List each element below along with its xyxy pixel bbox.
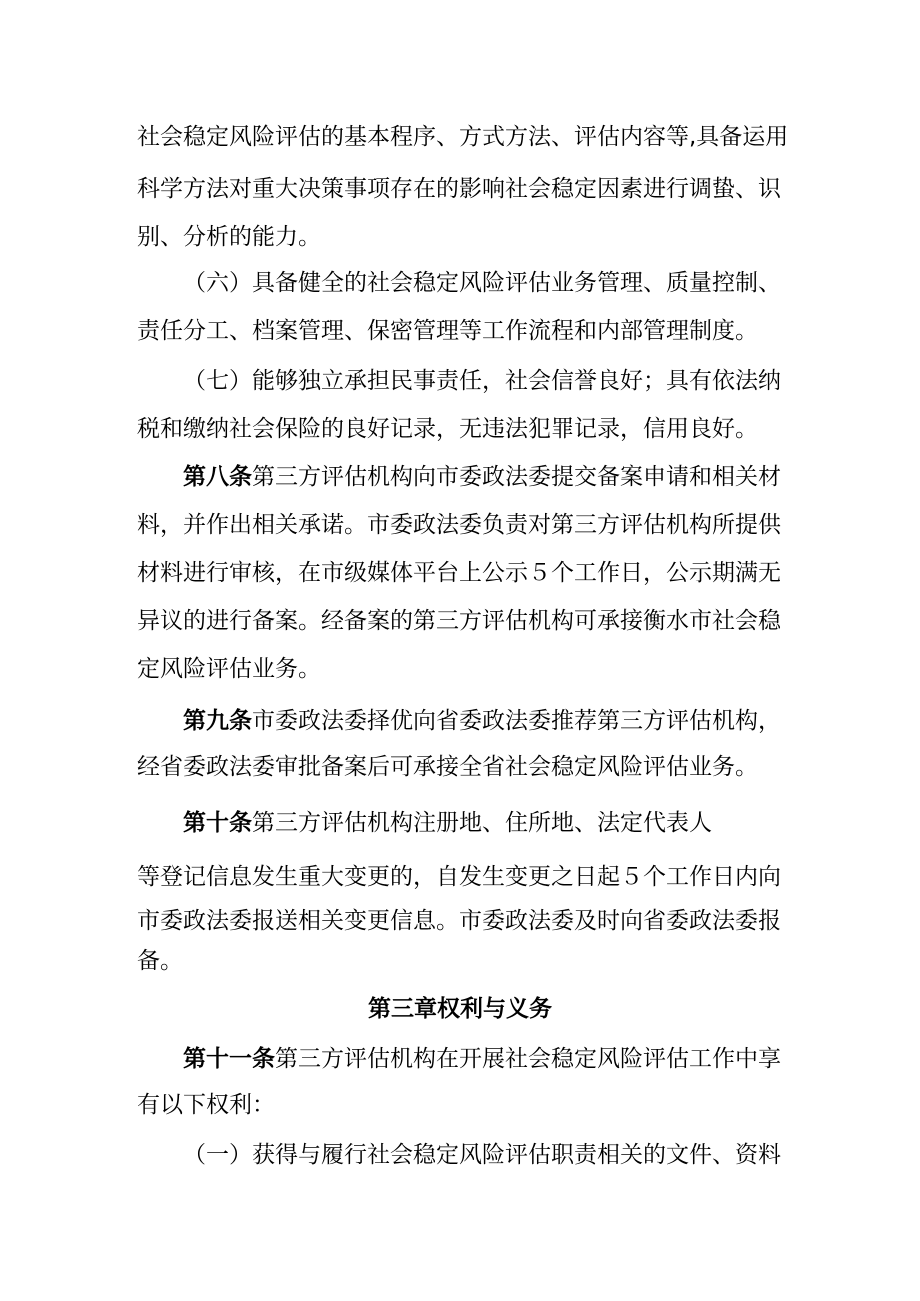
text-line: 料，并作出相关承诺。市委政法委负责对第三方评估机构所提供 xyxy=(137,512,781,538)
chapter-title: 第三章权利与义务 xyxy=(368,996,552,1022)
text-line: 有以下权利： xyxy=(137,1092,275,1118)
text-line: 等登记信息发生重大变更的，自发生变更之日起５个工作日内向 xyxy=(137,864,781,890)
text-line: 别、分析的能力。 xyxy=(137,224,321,250)
article-text: 第三方评估机构在开展社会稳定风险评估工作中享 xyxy=(275,1046,781,1072)
text-line: 责任分工、档案管理、保密管理等工作流程和内部管理制度。 xyxy=(137,318,758,344)
text-line: 科学方法对重大决策事项存在的影响社会稳定因素进行调蛰、识 xyxy=(137,176,781,202)
item-one: （一）获得与履行社会稳定风险评估职责相关的文件、资料 xyxy=(183,1142,781,1168)
article-10 xyxy=(183,808,712,838)
text-line: 市委政法委报送相关变更信息。市委政法委及时向省委政法委报 xyxy=(137,908,781,934)
article-heading: 第八条 xyxy=(183,464,252,490)
text-line: 定风险评估业务。 xyxy=(137,656,321,682)
item-six: （六）具备健全的社会稳定风险评估业务管理、质量控制、 xyxy=(183,270,781,296)
text-line: 社会稳定风险评估的基本程序、方式方法、评估内容等,具备运用 xyxy=(137,124,789,150)
article-heading: 第十条 xyxy=(183,810,252,836)
text-line: 异议的进行备案。经备案的第三方评估机构可承接衡水市社会稳 xyxy=(137,608,781,634)
article-text: 第三方评估机构注册地、住所地、法定代表人 xyxy=(252,810,712,836)
article-heading: 第九条 xyxy=(183,708,252,734)
article-11 xyxy=(183,1044,781,1074)
item-seven: （七）能够独立承担民事责任，社会信誉良好；具有依法纳 xyxy=(183,368,781,394)
article-heading: 第十一条 xyxy=(183,1046,275,1072)
text-line: 税和缴纳社会保险的良好记录，无违法犯罪记录，信用良好。 xyxy=(137,416,758,442)
text-line: 备。 xyxy=(137,948,183,974)
text-line: 经省委政法委审批备案后可承接全省社会稳定风险评估业务。 xyxy=(137,754,758,780)
article-text: 市委政法委择优向省委政法委推荐第三方评估机构， xyxy=(252,708,781,734)
text-line: 材料进行审核，在市级媒体平台上公示５个工作日，公示期满无 xyxy=(137,560,781,586)
article-text: 第三方评估机构向市委政法委提交备案申请和相关材 xyxy=(252,464,781,490)
article-8 xyxy=(183,462,781,492)
article-9 xyxy=(183,706,781,736)
